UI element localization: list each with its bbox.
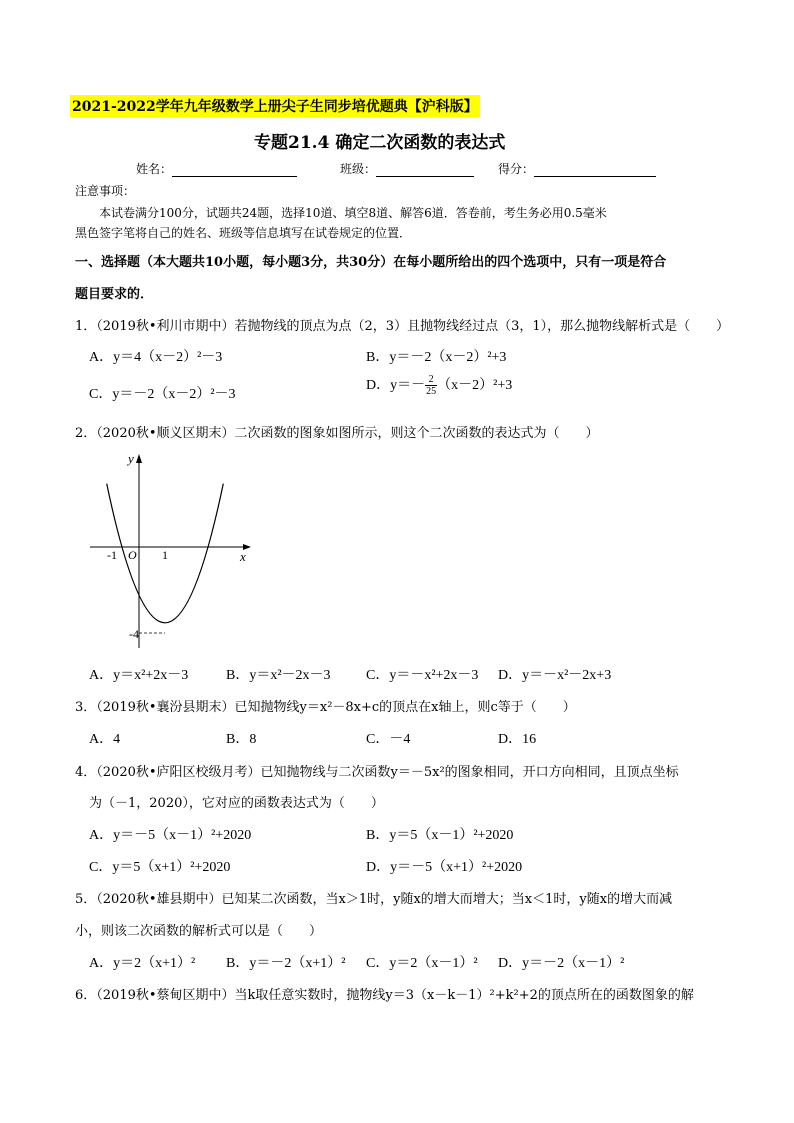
question-3-stem: 3．（2019秋•襄汾县期末）已知抛物线y＝x²－8x+c的顶点在x轴上，则c等于（ ）: [75, 700, 576, 715]
question-4-option-d: D．y＝－5（x+1）²+2020: [366, 860, 523, 875]
question-3-option-a: A．4: [89, 732, 121, 747]
question-1-option-a: A．y＝4（x－2）²－3: [89, 350, 223, 365]
question-2-option-a: A．y＝x²+2x－3: [89, 668, 189, 683]
section-heading-line-1: 一、选择题（本大题共10小题，每小题3分，共30分）在每小题所给出的四个选项中，只有一项是符合: [75, 255, 667, 270]
origin-label: O: [128, 548, 137, 562]
score-label: 得分：: [498, 162, 535, 176]
score-blank: [534, 164, 656, 177]
series-highlight-title: 2021-2022学年九年级数学上册尖子生同步培优题典【沪科版】: [70, 95, 480, 117]
fraction-numerator: 2: [425, 374, 437, 386]
tick-label-one: 1: [162, 548, 168, 562]
question-1-stem: 1．（2019秋•利川市期中）若抛物线的顶点为点（2，3）且抛物线经过点（3，1），那么抛物线解析式是（ ）: [75, 319, 730, 334]
question-5-option-a: A．y＝2（x+1）²: [89, 956, 196, 971]
class-blank: [376, 164, 474, 177]
question-4-stem-line-1: 4．（2020秋•庐阳区校级月考）已知抛物线与二次函数y＝－5x²的图象相同，开口方向相同，且顶点坐标: [75, 765, 679, 780]
question-4-stem-line-2: 为（－1，2020），它对应的函数表达式为（ ）: [89, 796, 384, 811]
y-axis-label: y: [128, 451, 134, 466]
tick-label-neg-four: -4: [129, 627, 139, 641]
question-3-option-d: D．16: [498, 732, 537, 747]
class-label: 班级：: [340, 162, 377, 176]
question-1-option-d-prefix: D．y＝－: [366, 378, 426, 393]
name-blank: [172, 164, 297, 177]
question-6-stem: 6．（2019秋•蔡甸区期中）当k取任意实数时，抛物线y＝3（x－k－1）²+k²+2的顶点所在的函数图象的解: [75, 988, 694, 1003]
x-axis-label: x: [240, 549, 246, 564]
notice-line-1: 本试卷满分100分，试题共24题，选择10道、填空8道、解答6道．答卷前，考生务必用0.5毫米: [99, 206, 607, 220]
y-axis-arrow: [136, 454, 142, 463]
question-2-stem: 2．（2020秋•顺义区期末）二次函数的图象如图所示，则这个二次函数的表达式为（ ）: [75, 426, 599, 441]
question-1-option-d-rest: （x－2）²+3: [437, 378, 513, 393]
question-3-option-c: C．－4: [366, 732, 411, 747]
question-4-option-b: B．y＝5（x－1）²+2020: [366, 828, 514, 843]
question-2-option-b: B．y＝x²－2x－3: [226, 668, 331, 683]
question-5-option-b: B．y＝－2（x+1）²: [226, 956, 346, 971]
fraction-denominator: 25: [426, 386, 437, 398]
notice-label: 注意事项：: [75, 184, 136, 198]
question-1-option-b: B．y＝－2（x－2）²+3: [366, 350, 507, 365]
parabola-graph: [85, 448, 255, 653]
question-4-option-c: C．y＝5（x+1）²+2020: [89, 860, 231, 875]
question-2-option-c: C．y＝－x²+2x－3: [366, 668, 479, 683]
question-5-option-c: C．y＝2（x－1）²: [366, 956, 478, 971]
name-label: 姓名：: [136, 162, 173, 176]
score-field-row: [498, 160, 656, 177]
question-5-option-d: D．y＝－2（x－1）²: [498, 956, 625, 971]
name-field-row: [136, 160, 297, 177]
class-field-row: [340, 160, 474, 177]
notice-line-2: 黑色签字笔将自己的姓名、班级等信息填写在试卷规定的位置．: [75, 226, 412, 240]
question-5-stem-line-1: 5．（2020秋•雄县期中）已知某二次函数，当x＞1时，y随x的增大而增大；当x＜1时，y随x的增大而减: [75, 892, 673, 907]
question-5-stem-line-2: 小，则该二次函数的解析式可以是（ ）: [75, 924, 323, 939]
question-3-option-b: B．8: [226, 732, 257, 747]
section-heading-line-2: 题目要求的．: [75, 287, 154, 302]
question-1-option-c: C．y＝－2（x－2）²－3: [89, 387, 236, 402]
question-2-option-d: D．y＝－x²－2x+3: [498, 668, 612, 683]
tick-label-neg-one: -1: [107, 548, 117, 562]
page-title: 专题21.4 确定二次函数的表达式: [254, 133, 506, 153]
question-1-option-d: [366, 374, 512, 397]
question-4-option-a: A．y＝－5（x－1）²+2020: [89, 828, 252, 843]
fraction: [425, 374, 437, 397]
